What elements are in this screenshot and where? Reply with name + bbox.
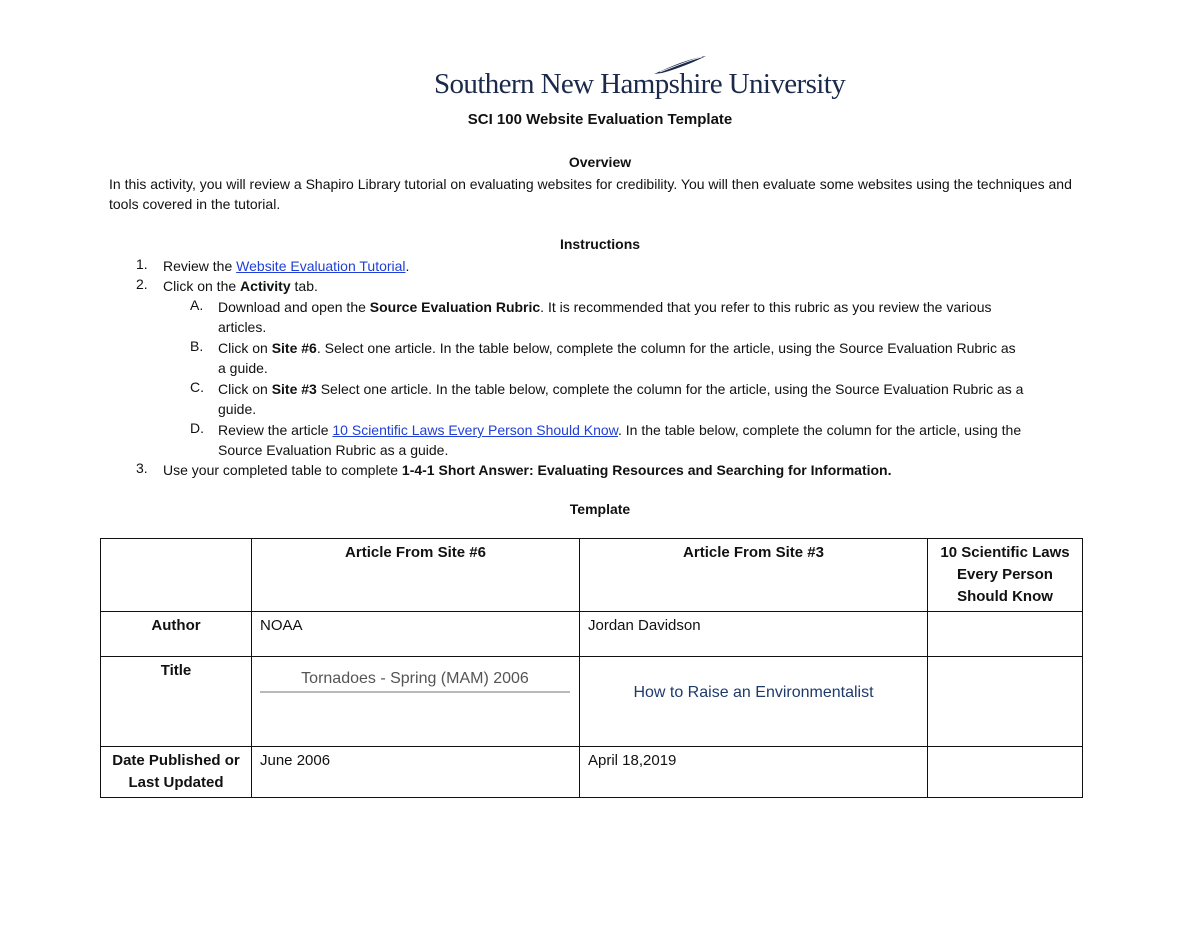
evaluation-table xyxy=(100,538,1083,798)
table-header-row xyxy=(101,539,1083,612)
row-label-date: Date Published or Last Updated xyxy=(101,747,252,798)
table-row xyxy=(101,747,1083,798)
table-cell[interactable]: NOAA xyxy=(252,612,580,657)
table-cell[interactable] xyxy=(928,747,1083,798)
title-cell-site6: Tornadoes - Spring (MAM) 2006 xyxy=(260,668,570,693)
title-cell-site3: How to Raise an Environmentalist xyxy=(633,684,874,701)
scientific-laws-article-link[interactable]: 10 Scientific Laws Every Person Should Know xyxy=(332,422,618,438)
table-row xyxy=(101,612,1083,657)
overview-text: In this activity, you will review a Shapiro Library tutorial on evaluating websites for credibility. You will then evaluate some websites using the techniques and tools covered in the tutorial. xyxy=(109,176,1072,212)
table-corner-cell xyxy=(101,539,252,612)
list-item: Use your completed table to complete 1-4-1 Short Answer: Evaluating Resources and Searching for Information. xyxy=(163,462,892,478)
list-number: 3. xyxy=(136,460,148,476)
list-letter: B. xyxy=(190,338,204,354)
list-subitem: Click on Site #3 Select one article. In the table below, complete the column for the article, using the Source Evaluation Rubric as a guide. xyxy=(218,381,1024,418)
table-cell[interactable]: June 2006 xyxy=(252,747,580,798)
template-heading: Template xyxy=(569,501,631,517)
list-item: Click on the Activity tab. xyxy=(163,278,318,294)
list-subitem: Click on Site #6. Select one article. In the table below, complete the column for the article, using the Source Evaluation Rubric as a guide. xyxy=(218,340,1016,377)
table-row xyxy=(101,657,1083,747)
university-logo xyxy=(434,54,846,104)
table-cell[interactable] xyxy=(928,657,1083,747)
table-cell[interactable]: Jordan Davidson xyxy=(580,612,928,657)
row-label-title: Title xyxy=(101,657,252,747)
list-subitem: Review the article 10 Scientific Laws Every Person Should Know. In the table below, complete the column for the article, using the Source Evaluation Rubric as a guide. xyxy=(218,422,1022,459)
instructions-heading: Instructions xyxy=(559,236,641,252)
column-header-site3: Article From Site #3 xyxy=(580,539,928,612)
document-title: SCI 100 Website Evaluation Template xyxy=(467,111,733,128)
list-letter: C. xyxy=(190,379,204,395)
column-header-site6: Article From Site #6 xyxy=(252,539,580,612)
table-cell[interactable] xyxy=(928,612,1083,657)
overview-heading: Overview xyxy=(568,154,632,170)
list-number: 2. xyxy=(136,276,148,292)
list-number: 1. xyxy=(136,256,148,272)
website-evaluation-tutorial-link[interactable]: Website Evaluation Tutorial xyxy=(236,258,406,274)
list-letter: A. xyxy=(190,297,204,313)
logo-wordmark: Southern New Hampshire University xyxy=(434,68,846,100)
list-item: Review the Website Evaluation Tutorial. xyxy=(163,258,410,274)
table-cell[interactable]: April 18,2019 xyxy=(580,747,928,798)
row-label-author: Author xyxy=(101,612,252,657)
table-cell[interactable] xyxy=(580,657,928,747)
table-cell[interactable] xyxy=(252,657,580,747)
list-subitem: Download and open the Source Evaluation Rubric. It is recommended that you refer to this rubric as you review the various articles. xyxy=(218,299,992,336)
column-header-scientific-laws: 10 Scientific Laws Every Person Should Know xyxy=(928,539,1083,612)
list-letter: D. xyxy=(190,420,204,436)
